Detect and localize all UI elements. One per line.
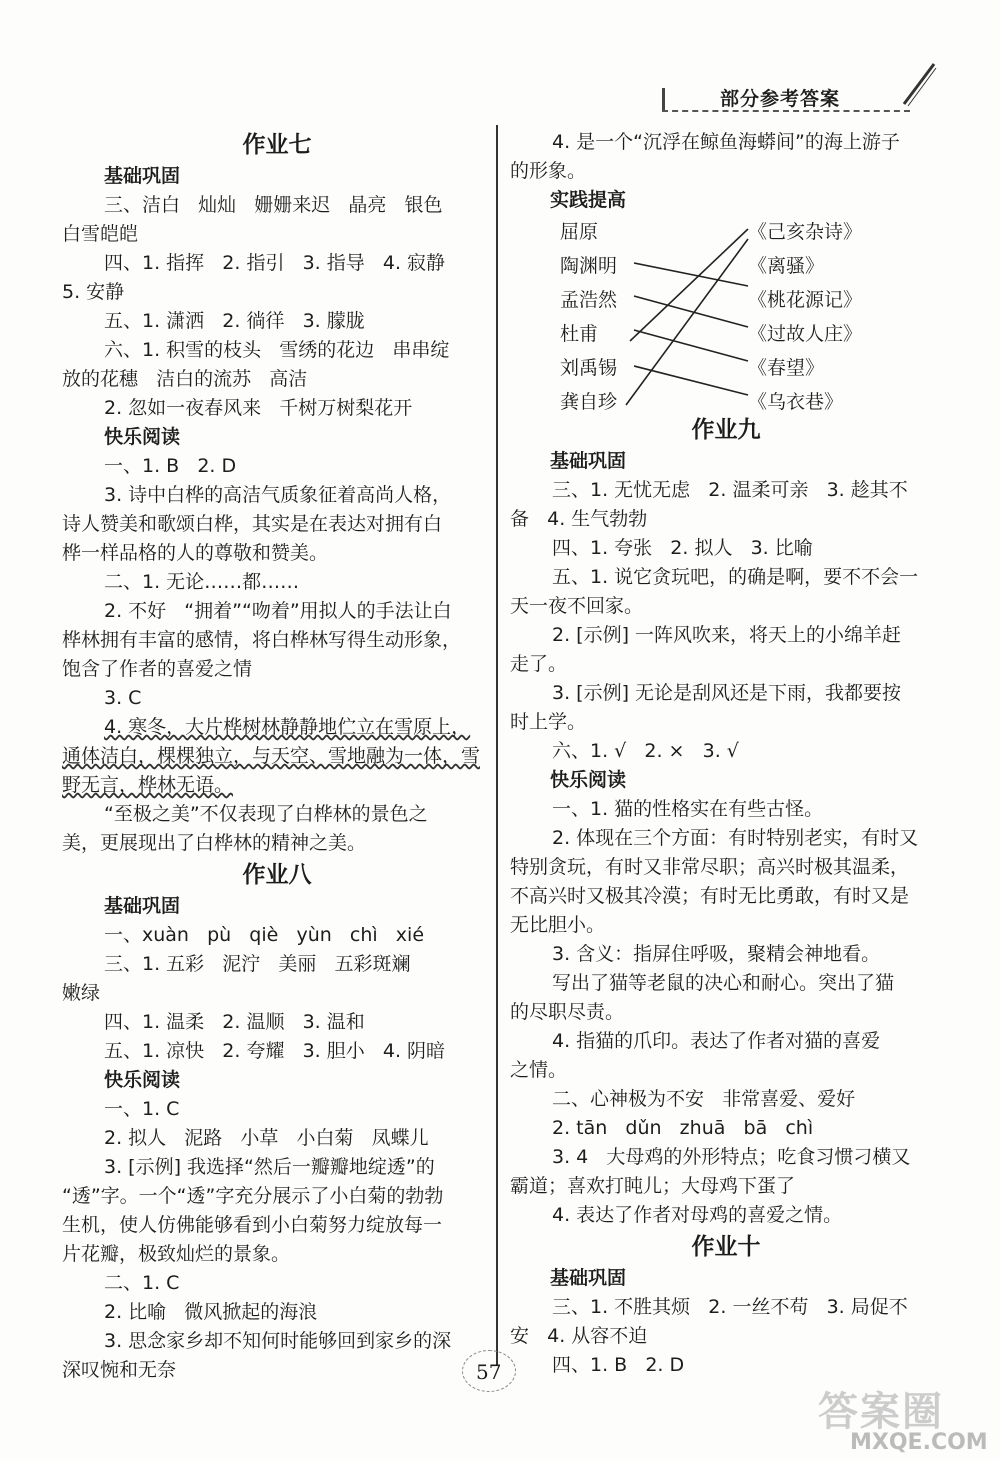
answer-line: 3. [示例] 无论是刮风还是下雨，我都要按 bbox=[552, 682, 902, 704]
answer-line: 4. 寒冬，大片桦树林静静地伫立在雪原上， bbox=[104, 716, 471, 738]
answer-line: 4. 是一个“沉浮在鲸鱼海蟒间”的海上游子 bbox=[552, 131, 900, 153]
answer-line: 五、1. 说它贪玩吧，的确是啊，要不不会一 bbox=[552, 566, 919, 588]
subheading: 快乐阅读 bbox=[550, 769, 627, 791]
right-column bbox=[510, 128, 942, 1380]
answer-line: 3. [示例] 我选择“然后一瓣瓣地绽透”的 bbox=[104, 1156, 435, 1178]
answer-line: 的尽职尽责。 bbox=[510, 1001, 625, 1023]
answer-line: 3. 4 大母鸡的外形特点；吃食习惯刁横又 bbox=[552, 1146, 911, 1168]
answer-line: 三、1. 不胜其烦 2. 一丝不苟 3. 局促不 bbox=[552, 1296, 908, 1318]
answer-line: 四、1. 夸张 2. 拟人 3. 比喻 bbox=[552, 537, 813, 559]
answer-line: 特别贪玩，有时又非常尽职；高兴时极其温柔， bbox=[510, 856, 910, 878]
answer-line: 2. 拟人 泥路 小草 小白菊 凤蝶儿 bbox=[104, 1127, 429, 1149]
subheading: 基础巩固 bbox=[104, 165, 181, 187]
section-title-9: 作业九 bbox=[691, 417, 761, 443]
answer-line: 五、1. 凉快 2. 夸耀 3. 胆小 4. 阴暗 bbox=[104, 1040, 446, 1062]
answer-line: 五、1. 潇洒 2. 徜徉 3. 朦胧 bbox=[104, 310, 365, 332]
header-label: 部分参考答案 bbox=[720, 88, 841, 110]
work-label: 《过故人庄》 bbox=[748, 323, 863, 345]
work-label: 《乌衣巷》 bbox=[748, 391, 844, 413]
answer-line: 4. 指猫的爪印。表达了作者对猫的喜爱 bbox=[552, 1030, 881, 1052]
author-label: 龚自珍 bbox=[560, 391, 618, 413]
answer-line: 二、1. 无论……都…… bbox=[104, 571, 300, 593]
answer-line: 一、1. B 2. D bbox=[104, 455, 237, 477]
answer-line: 三、洁白 灿灿 姗姗来迟 晶亮 银色 bbox=[104, 194, 443, 216]
answer-line: 3. 诗中白桦的高洁气质象征着高尚人格， bbox=[104, 484, 452, 506]
answer-line: 白雪皑皑 bbox=[62, 223, 139, 245]
answer-line: 二、心神极为不安 非常喜爱、爱好 bbox=[552, 1088, 856, 1110]
subheading: 实践提高 bbox=[550, 189, 627, 211]
answer-line: 安 4. 从容不迫 bbox=[510, 1325, 648, 1347]
answer-line: 之情。 bbox=[510, 1059, 568, 1081]
answer-line: 不高兴时又极其冷漠；有时无比勇敢，有时又是 bbox=[510, 885, 910, 907]
answer-line: 片花瓣，极致灿烂的景象。 bbox=[62, 1243, 291, 1265]
answer-line: “至极之美”不仅表现了白桦林的景色之 bbox=[104, 803, 428, 825]
answer-line: 放的花穗 洁白的流苏 高洁 bbox=[62, 368, 308, 390]
answer-line: 桦林拥有丰富的感情，将白桦林写得生动形象， bbox=[62, 629, 462, 651]
answer-line: 三、1. 五彩 泥泞 美丽 五彩斑斓 bbox=[104, 953, 411, 975]
answer-line: 2. 比喻 微风掀起的海浪 bbox=[104, 1301, 318, 1323]
work-label: 《桃花源记》 bbox=[748, 289, 863, 311]
pencil-icon bbox=[900, 58, 940, 108]
answer-line: 诗人赞美和歌颂白桦，其实是在表达对拥有白 bbox=[62, 513, 443, 535]
answer-line: 2. [示例] 一阵风吹来，将天上的小绵羊赶 bbox=[552, 624, 902, 646]
author-label: 陶渊明 bbox=[560, 255, 618, 277]
answer-line: 3. 思念家乡却不知何时能够回到家乡的深 bbox=[104, 1330, 452, 1352]
answer-line: 霸道；喜欢打盹儿；大母鸡下蛋了 bbox=[510, 1175, 796, 1197]
answer-line: 5. 安静 bbox=[62, 281, 125, 303]
work-label: 《离骚》 bbox=[748, 255, 825, 277]
subheading: 快乐阅读 bbox=[104, 426, 181, 448]
page-number: 57 bbox=[476, 1360, 502, 1384]
author-label: 杜甫 bbox=[560, 323, 599, 345]
column-divider bbox=[496, 125, 498, 1365]
answer-line: 2. 体现在三个方面：有时特别老实，有时又 bbox=[552, 827, 919, 849]
subheading: 基础巩固 bbox=[550, 1267, 627, 1289]
answer-line: 一、1. C bbox=[104, 1098, 180, 1120]
answer-line: 嫩绿 bbox=[62, 982, 101, 1004]
author-label: 刘禹锡 bbox=[560, 357, 618, 379]
answer-line: 3. 含义：指屏住呼吸，聚精会神地看。 bbox=[552, 943, 881, 965]
author-label: 屈原 bbox=[560, 221, 599, 243]
answer-line: 2. tān dǔn zhuā bā chì bbox=[552, 1117, 814, 1139]
answer-line: 一、xuàn pù qiè yùn chì xié bbox=[104, 924, 425, 946]
section-title-8: 作业八 bbox=[242, 862, 312, 888]
left-column bbox=[62, 128, 492, 1385]
answer-line: 通体洁白，棵棵独立，与天空、雪地融为一体，雪 bbox=[62, 745, 481, 767]
answer-line: 野无言，桦林无语。 bbox=[62, 774, 234, 796]
answer-line: 天一夜不回家。 bbox=[510, 595, 644, 617]
answer-line: 二、1. C bbox=[104, 1272, 180, 1294]
subheading: 快乐阅读 bbox=[104, 1069, 181, 1091]
answer-line: 4. 表达了作者对母鸡的喜爱之情。 bbox=[552, 1204, 843, 1226]
answer-line: 桦一样品格的人的尊敬和赞美。 bbox=[62, 542, 329, 564]
subheading: 基础巩固 bbox=[550, 450, 627, 472]
answer-line: 饱含了作者的喜爱之情 bbox=[62, 658, 253, 680]
answer-line: 时上学。 bbox=[510, 711, 587, 733]
watermark-url: MXQE.COM bbox=[850, 1430, 988, 1455]
section-title-10: 作业十 bbox=[691, 1234, 761, 1260]
section-title-7: 作业七 bbox=[242, 132, 312, 158]
answer-line: 的形象。 bbox=[510, 160, 587, 182]
answer-line: 写出了猫等老鼠的决心和耐心。突出了猫 bbox=[552, 972, 895, 994]
answer-line: 2. 不好 “拥着”“吻着”用拟人的手法让白 bbox=[104, 600, 452, 622]
answer-line: 走了。 bbox=[510, 653, 568, 675]
author-work-matching bbox=[510, 215, 942, 425]
answer-line: 深叹惋和无奈 bbox=[62, 1359, 177, 1381]
answer-line: 美，更展现出了白桦林的精神之美。 bbox=[62, 832, 367, 854]
answer-line: 无比胆小。 bbox=[510, 914, 606, 936]
answer-line: 三、1. 无忧无虑 2. 温柔可亲 3. 趁其不 bbox=[552, 479, 908, 501]
work-label: 《春望》 bbox=[748, 357, 825, 379]
answer-line: 3. C bbox=[104, 687, 142, 709]
answer-line: 四、1. B 2. D bbox=[552, 1354, 685, 1376]
watermark-logo: 答案圈 bbox=[818, 1389, 944, 1435]
work-label: 《己亥杂诗》 bbox=[748, 221, 863, 243]
answer-line: 四、1. 温柔 2. 温顺 3. 温和 bbox=[104, 1011, 365, 1033]
author-label: 孟浩然 bbox=[560, 289, 618, 311]
answer-line: 备 4. 生气勃勃 bbox=[510, 508, 648, 530]
answer-line: 生机，使人仿佛能够看到小白菊努力绽放每一 bbox=[62, 1214, 443, 1236]
answer-line: 2. 忽如一夜春风来 千树万树梨花开 bbox=[104, 397, 413, 419]
answer-line: 一、1. 猫的性格实在有些古怪。 bbox=[552, 798, 824, 820]
answer-line: 六、1. √ 2. × 3. √ bbox=[552, 740, 739, 762]
answer-line: “透”字。一个“透”字充分展示了小白菊的勃勃 bbox=[62, 1185, 444, 1207]
subheading: 基础巩固 bbox=[104, 895, 181, 917]
answer-line: 四、1. 指挥 2. 指引 3. 指导 4. 寂静 bbox=[104, 252, 446, 274]
answer-line: 六、1. 积雪的枝头 雪绣的花边 串串绽 bbox=[104, 339, 450, 361]
